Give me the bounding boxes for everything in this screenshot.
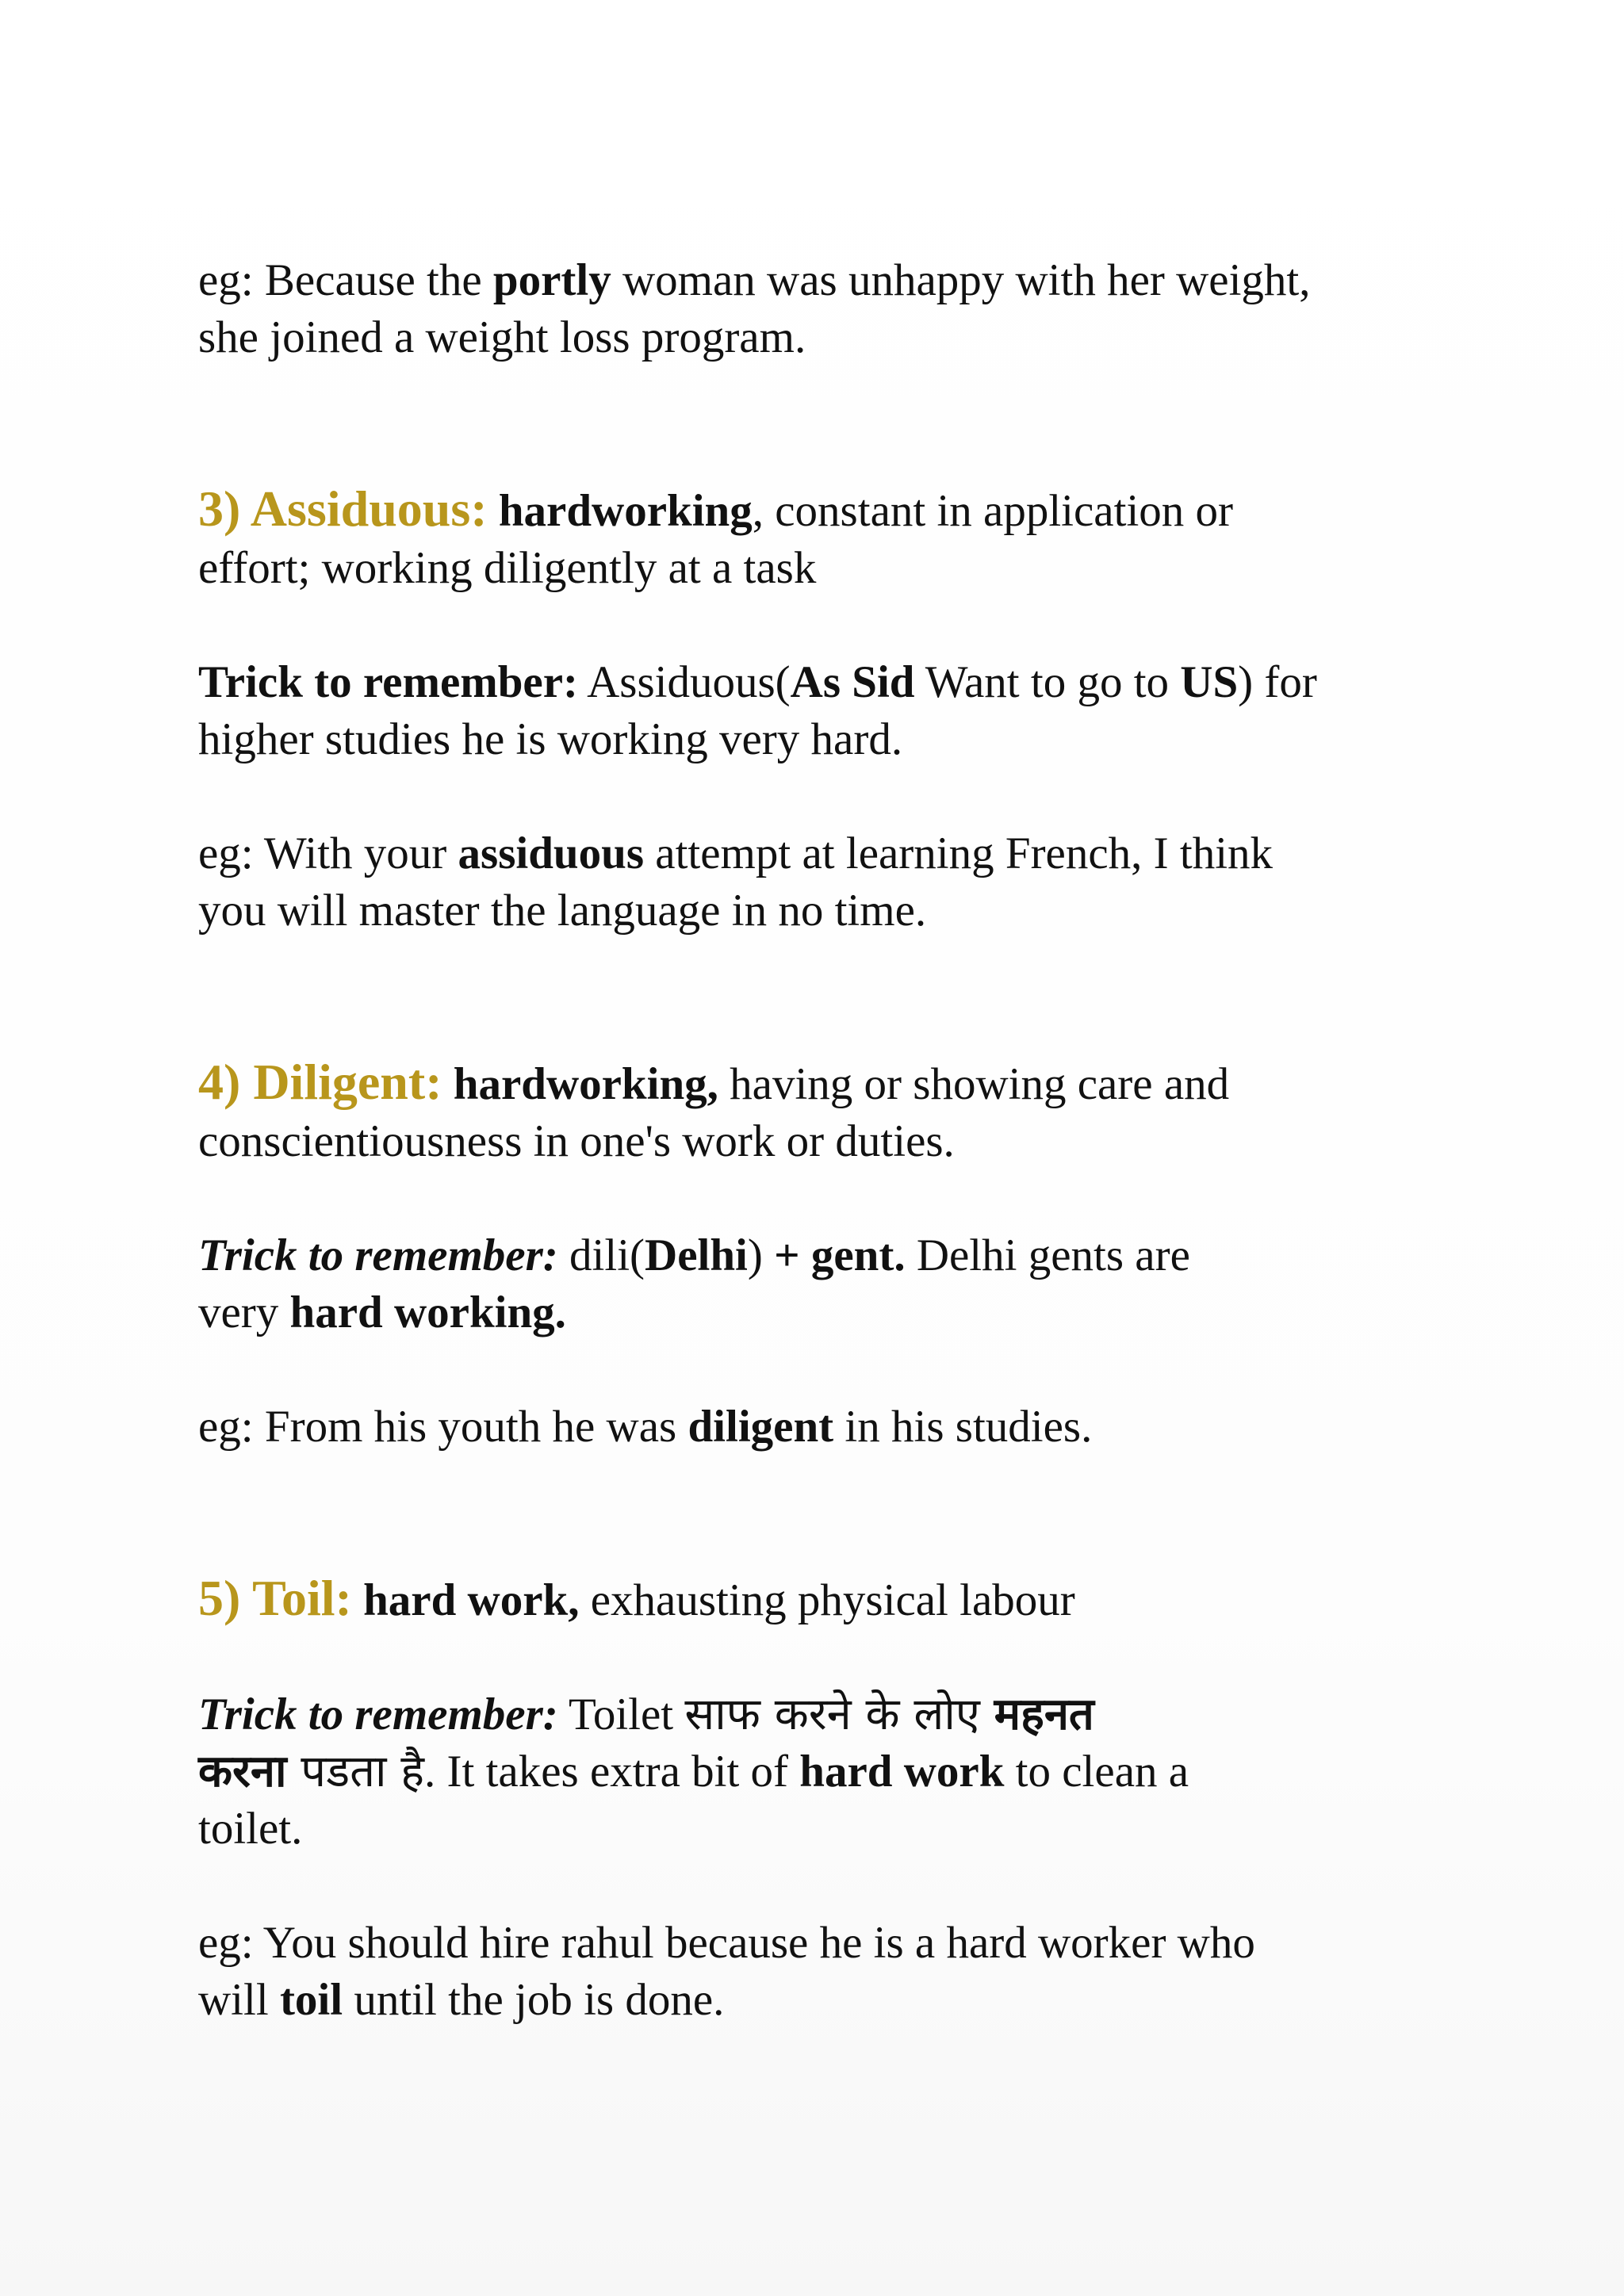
toil-definition	[198, 1570, 1435, 1629]
example-text: woman was unhappy with her weight,	[611, 255, 1311, 305]
toil-example	[198, 1915, 1435, 2029]
trick-text: to clean a	[1004, 1747, 1189, 1797]
trick-text: ) for	[1238, 657, 1317, 707]
diligent-definition	[198, 1054, 1435, 1170]
example-text: attempt at learning French, I think	[644, 828, 1274, 878]
diligent-example	[198, 1399, 1435, 1456]
definition-keyword: hardworking,	[442, 1059, 718, 1109]
example-text: you will master the language in no time.	[198, 886, 927, 936]
trick-hindi-text: साफ करने के लोए	[684, 1689, 994, 1740]
example-text: until the job is done.	[343, 1975, 725, 2025]
trick-text: Want to go to	[914, 657, 1181, 707]
definition-text: having or showing care and	[718, 1059, 1230, 1109]
trick-text: )	[747, 1230, 775, 1280]
definition-text: effort; working diligently at a task	[198, 543, 817, 593]
definition-keyword: hard work,	[351, 1575, 580, 1625]
example-text: eg: From his youth he was	[198, 1402, 688, 1452]
example-keyword: assiduous	[458, 828, 645, 878]
trick-text: Assiduous(	[578, 657, 791, 707]
word-heading-diligent: 4) Diligent:	[198, 1054, 442, 1110]
example-keyword: toil	[279, 1975, 343, 2025]
example-text: will	[198, 1975, 280, 2025]
assiduous-example	[198, 825, 1435, 939]
trick-text: toilet.	[198, 1804, 303, 1854]
document-body	[198, 252, 1435, 2029]
example-text: eg: With your	[198, 828, 458, 878]
trick-keyword: hard working.	[289, 1288, 566, 1337]
definition-keyword: hardworking	[487, 486, 753, 536]
trick-text: Toilet	[557, 1689, 685, 1739]
word-heading-toil: 5) Toil:	[198, 1570, 352, 1626]
trick-text: dili(	[557, 1230, 645, 1280]
assiduous-trick	[198, 654, 1435, 768]
portly-example	[198, 252, 1435, 366]
trick-text: higher studies he is working very hard.	[198, 714, 903, 764]
example-keyword: diligent	[688, 1402, 834, 1452]
trick-label: Trick to remember:	[198, 657, 579, 707]
trick-label: Trick to remember:	[198, 1689, 558, 1739]
diligent-trick	[198, 1227, 1435, 1341]
assiduous-definition	[198, 480, 1435, 597]
trick-keyword: hard work	[799, 1747, 1005, 1797]
trick-hindi-keyword: करना	[198, 1746, 287, 1797]
trick-keyword: US	[1180, 657, 1239, 707]
toil-trick	[198, 1686, 1435, 1858]
definition-text: exhausting physical labour	[579, 1575, 1075, 1625]
trick-hindi-keyword: महनत	[994, 1689, 1094, 1740]
trick-label: Trick to remember:	[198, 1230, 558, 1280]
example-text: eg: Because the	[198, 255, 493, 305]
example-text: eg: You should hire rahul because he is a hard worker who	[198, 1918, 1255, 1968]
trick-keyword: + gent.	[774, 1230, 906, 1280]
definition-text: conscientiousness in one's work or duties.	[198, 1116, 955, 1166]
word-heading-assiduous: 3) Assiduous:	[198, 480, 488, 537]
trick-text: very	[198, 1288, 290, 1337]
example-text: in his studies.	[833, 1402, 1093, 1452]
example-keyword: portly	[492, 255, 611, 305]
trick-keyword: Delhi	[645, 1230, 748, 1280]
trick-text: . It takes extra bit of	[424, 1747, 800, 1797]
trick-keyword: As Sid	[790, 657, 915, 707]
trick-text: Delhi gents are	[905, 1230, 1190, 1280]
example-text: she joined a weight loss program.	[198, 312, 806, 362]
definition-text: , constant in application or	[752, 486, 1234, 536]
trick-hindi-text: पडता है	[286, 1746, 425, 1797]
